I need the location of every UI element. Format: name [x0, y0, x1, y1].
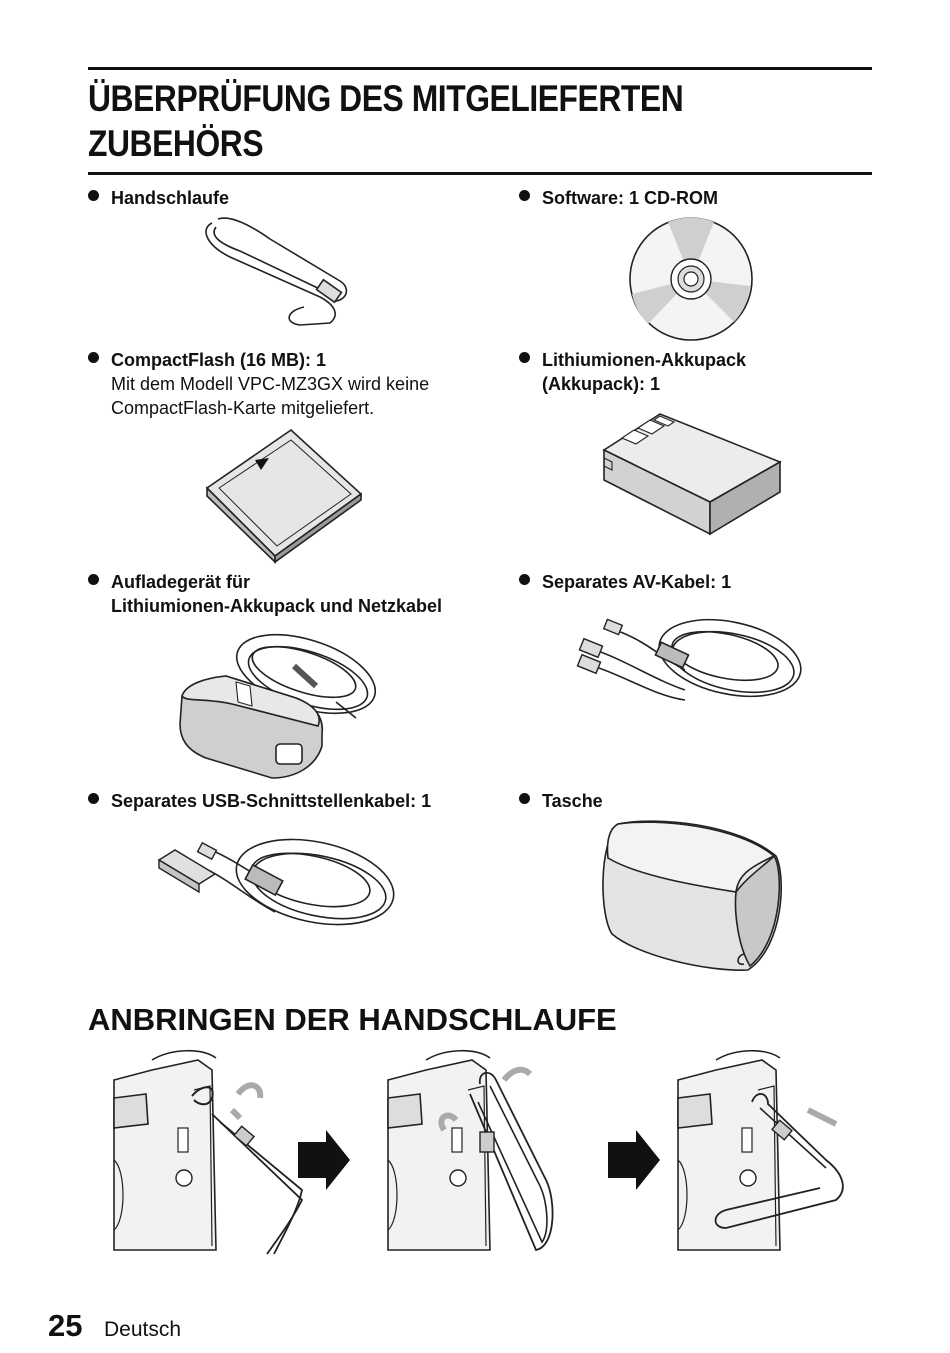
- item-label: Handschlaufe: [111, 188, 230, 208]
- strap-attachment-steps: [112, 1050, 842, 1255]
- item-charger: [88, 570, 468, 618]
- item-usb-cable: [88, 789, 468, 813]
- bullet-icon: [88, 574, 99, 585]
- item-note-line-2: CompactFlash-Karte mitgeliefert.: [111, 398, 375, 418]
- bullet-icon: [519, 190, 530, 201]
- title-top-rule: [88, 67, 872, 70]
- item-label: Separates USB-Schnittstellenkabel: 1: [111, 791, 432, 811]
- page-title-line-1: ÜBERPRÜFUNG DES MITGELIEFERTEN: [88, 78, 684, 119]
- bullet-icon: [519, 574, 530, 585]
- battery-pack-illustration: [600, 410, 785, 538]
- page-title-line-2: ZUBEHÖRS: [88, 123, 264, 164]
- camera-case-illustration: [598, 816, 788, 974]
- item-compactflash: [88, 348, 468, 420]
- page-number: 25: [48, 1308, 83, 1343]
- item-label: Software: 1 CD-ROM: [542, 188, 719, 208]
- item-note: [111, 372, 468, 420]
- bullet-icon: [519, 352, 530, 363]
- item-label-line-2: Lithiumionen-Akkupack und Netzkabel: [111, 596, 443, 616]
- charger-illustration: [176, 626, 386, 781]
- item-battery-pack: [519, 348, 899, 396]
- item-software: [519, 186, 899, 210]
- arrow-right-icon: [298, 1130, 350, 1190]
- cd-rom-illustration: [628, 216, 754, 342]
- bullet-icon: [519, 793, 530, 804]
- item-case: [519, 789, 899, 813]
- bullet-icon: [88, 793, 99, 804]
- bullet-icon: [88, 352, 99, 363]
- usb-cable-illustration: [155, 820, 405, 952]
- strap-step-1: [114, 1051, 302, 1254]
- item-label: Tasche: [542, 791, 603, 811]
- item-label: Separates AV-Kabel: 1: [542, 572, 732, 592]
- page-title: [88, 76, 762, 166]
- item-label: [111, 570, 468, 618]
- item-label-line-2: (Akkupack): 1: [542, 374, 661, 394]
- item-note-line-1: Mit dem Modell VPC-MZ3GX wird keine: [111, 374, 430, 394]
- item-label-line-1: Aufladegerät für: [111, 572, 251, 592]
- strap-step-3: [678, 1051, 843, 1250]
- item-hand-strap: [88, 186, 468, 210]
- hand-strap-illustration: [200, 215, 365, 330]
- section-title-strap-attachment: ANBRINGEN DER HANDSCHLAUFE: [88, 1002, 617, 1037]
- item-label: CompactFlash (16 MB): 1: [111, 350, 327, 370]
- bullet-icon: [88, 190, 99, 201]
- item-av-cable: [519, 570, 899, 594]
- strap-step-2: [388, 1051, 553, 1250]
- compactflash-card-illustration: [205, 428, 363, 562]
- item-label: [542, 348, 899, 396]
- av-cable-illustration: [575, 600, 810, 728]
- item-label-line-1: Lithiumionen-Akkupack: [542, 350, 747, 370]
- arrow-right-icon: [608, 1130, 660, 1190]
- title-bottom-rule: [88, 172, 872, 175]
- page-language: Deutsch: [104, 1318, 182, 1341]
